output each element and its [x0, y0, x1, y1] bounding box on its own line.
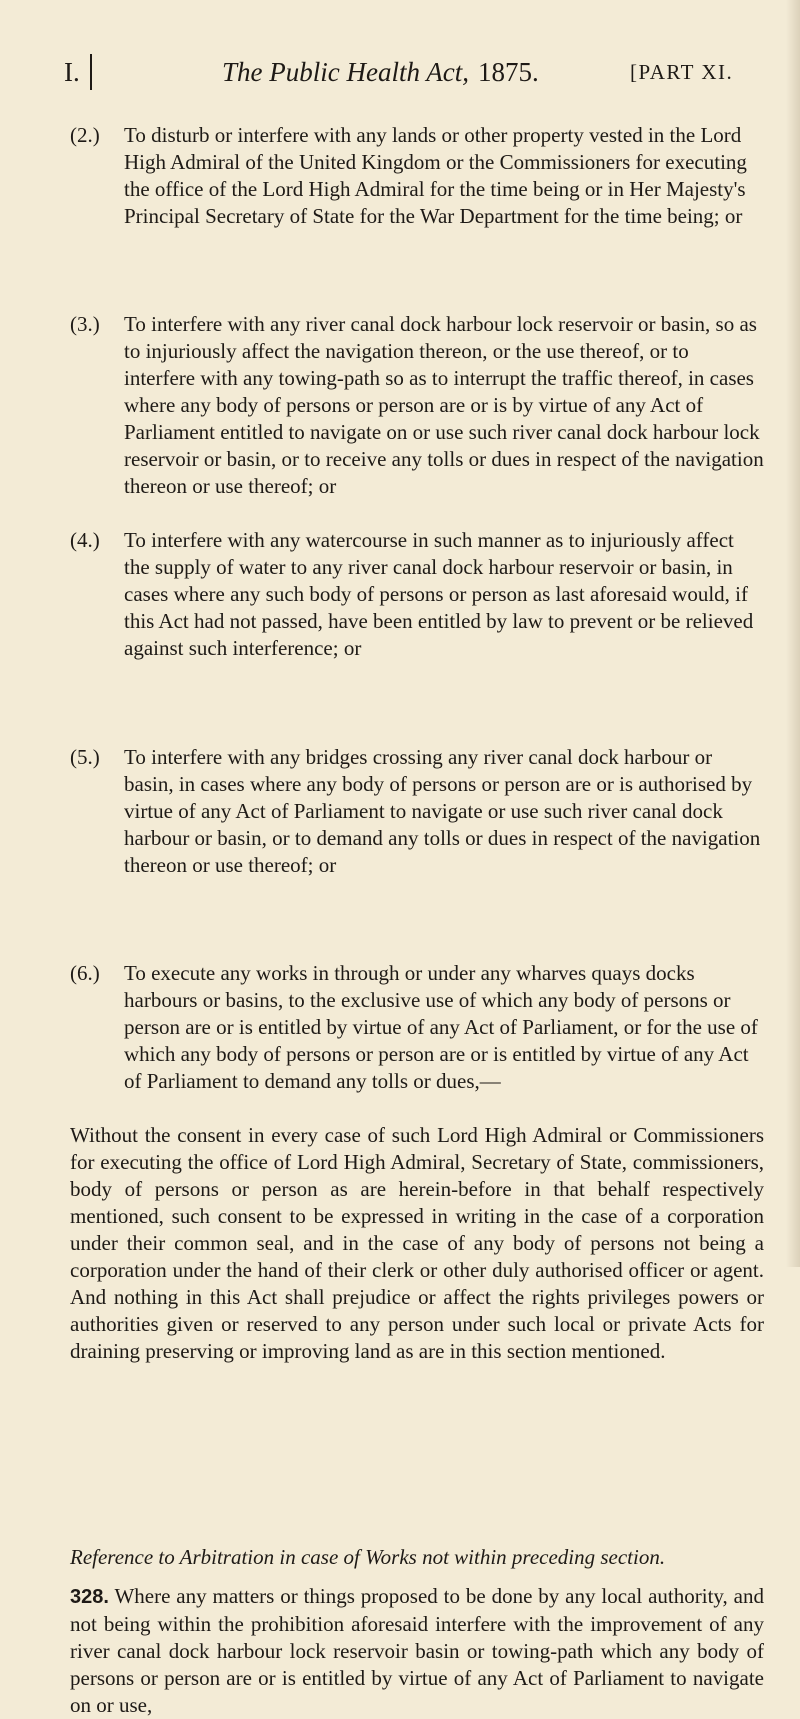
section-number: 328. — [70, 1586, 109, 1608]
proviso-paragraph: Without the consent in every case of such Lord High Admiral or Commissioners for executing the office of Lord High Admiral, Secretary of State, commissioners, body of persons or person as are herein-before in that behalf respectively mentioned, such consent to be expressed in writing in the case of a corporation under their common seal, and in the case of any body of persons not being a corporation under the hand of their clerk or other duly authorised officer or agent. And nothing in this Act shall prejudice or affect the rights privileges powers or authorities given or reserved to any person under such local or private Acts for draining preserving or improving land as are in this section mentioned. — [70, 1123, 764, 1363]
clause-6 — [70, 960, 764, 1095]
header-rule — [90, 54, 92, 90]
clause-number: (6.) — [70, 961, 100, 985]
clause-number: (4.) — [70, 528, 100, 552]
clause-number: (2.) — [70, 123, 100, 147]
page-edge-shadow — [786, 0, 800, 1267]
clause-number: (3.) — [70, 312, 100, 336]
running-title: The Public Health Act, — [222, 57, 469, 87]
clause-4 — [70, 527, 764, 662]
clause-text: To execute any works in through or under any wharves quays docks harbours or basins, to the exclusive use of which any body of persons or person are or is entitled by virtue of any Act of Parliament, or for the use of which any body of persons or person are or is entitled by virtue of any Act of Parliament to demand any tolls or dues,— — [124, 961, 758, 1093]
running-header — [64, 52, 740, 92]
page-folio: I. — [64, 57, 80, 87]
part-label: [PART XI. — [630, 60, 734, 84]
clause-2 — [70, 122, 764, 230]
running-year: 1875. — [478, 57, 539, 87]
section-heading: Reference to Arbitration in case of Works not within preceding section. — [70, 1545, 666, 1569]
clause-number: (5.) — [70, 745, 100, 769]
clause-text: To disturb or interfere with any lands or other property vested in the Lord High Admiral of the United Kingdom or the Commissioners for executing the office of the Lord High Admiral for the time being or in Her Majesty's Principal Secretary of State for the War Department for the time being; or — [124, 123, 747, 228]
clause-3 — [70, 311, 764, 500]
section-328 — [70, 1583, 764, 1719]
clause-text: To interfere with any river canal dock harbour lock reservoir or basin, so as to injuriously affect the navigation thereon, or the use thereof, or to interfere with any towing-path so as to interrupt the traffic thereof, in cases where any body of persons or person are or is by virtue of any Act of Parliament entitled to navigate on or use such river canal dock harbour lock reservoir or basin, or to receive any tolls or dues in respect of the navigation thereon or use thereof; or — [124, 312, 764, 498]
clause-5 — [70, 744, 764, 879]
clause-text: To interfere with any bridges crossing any river canal dock harbour or basin, in cases where any body of persons or person are or is authorised by virtue of any Act of Parliament to navigate or use such river canal dock harbour or basin, or to demand any tolls or dues in respect of the navigation thereon or use thereof; or — [124, 745, 761, 877]
section-text: Where any matters or things proposed to be done by any local authority, and not being within the prohibition aforesaid interfere with the improvement of any river canal dock harbour lock reservoir basin or towing-path which any body of persons or person are or is entitled by virtue of any Act of Parliament to navigate on or use, — [70, 1584, 764, 1717]
clause-text: To interfere with any watercourse in such manner as to injuriously affect the supply of water to any river canal dock harbour reservoir or basin, in cases where any such body of persons or person as last aforesaid would, if this Act had not passed, have been entitled by law to prevent or be relieved against such interference; or — [124, 528, 754, 660]
